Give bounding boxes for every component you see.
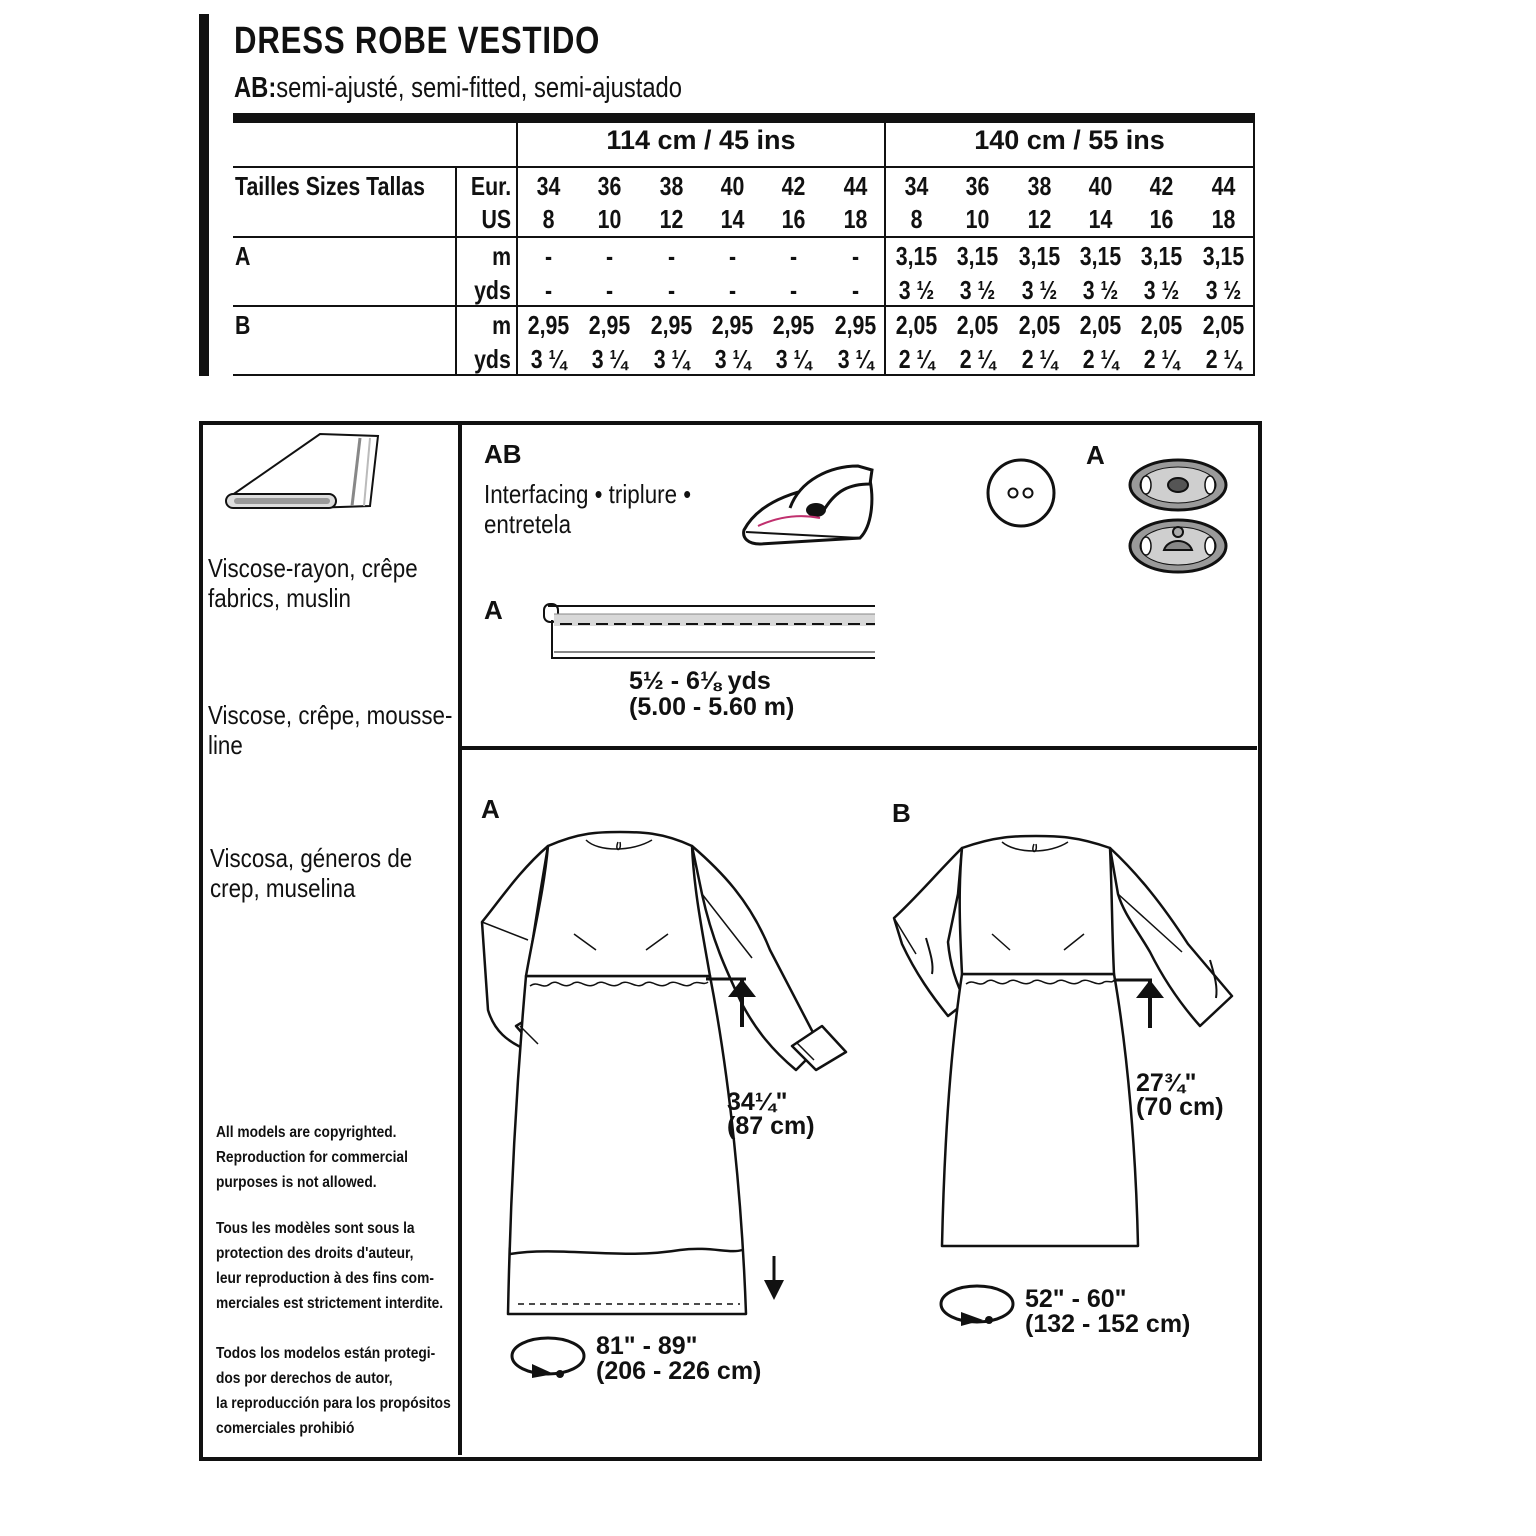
dress-b-length-cm: (70 cm) [1136,1093,1224,1121]
interfacing-label-1: Interfacing • triplure • [484,479,692,509]
dress-a-drawing [480,830,850,1320]
copyright-es-4: comerciales prohibió [216,1420,355,1437]
view-a-title: A [481,794,500,824]
eur-size-cell: 36 [965,171,990,201]
view-a-metres-cell: - [606,241,614,271]
length-arrow-icon [762,1256,786,1302]
view-a-yards-cell: 3 ½ [960,275,996,305]
dress-b-length-in: 27¾" [1136,1069,1197,1097]
eur-size-cell: 34 [904,171,929,201]
view-a-metres-cell: - [728,241,736,271]
view-a-metres-cell: - [851,241,859,271]
table-rule [516,123,518,375]
view-b-metres-cell: 2,05 [957,310,999,340]
eur-size-cell: 36 [597,171,622,201]
copyright-fr-3: leur reproduction à des fins com- [216,1270,434,1287]
yardage-table [233,113,1255,376]
view-a-metres-cell: - [544,241,553,271]
eur-size-cell: 40 [720,171,745,201]
metre-unit: m [492,310,511,340]
eur-size-cell: 34 [536,171,561,201]
fit-description: semi-ajusté, semi-fitted, semi-ajustado [276,72,683,104]
tape-length-yds: 5½ - 6⅛ yds [629,667,771,695]
fabric-french-line1: Viscose, crêpe, mousse- [208,700,453,730]
eur-size-cell: 44 [843,171,867,201]
view-b-metres-cell: 2,05 [1202,310,1244,340]
copyright-fr-2: protection des droits d'auteur, [216,1245,414,1262]
dress-b-hem-in: 52" - 60" [1025,1285,1127,1313]
view-b-metres-cell: 2,95 [834,310,876,340]
eur-size-cell: 44 [1211,171,1235,201]
fit-subtitle [234,72,682,105]
us-size-cell: 8 [910,204,923,234]
view-a-yards-cell: - [544,275,553,305]
eur-size-cell: 38 [1027,171,1051,201]
table-top-rule [233,113,1255,123]
view-a-yards-cell: 3 ½ [1021,275,1057,305]
eur-size-cell: 42 [781,171,806,201]
dress-b-drawing [892,834,1237,1254]
view-b-metres-cell: 2,95 [711,310,754,340]
ribbon-tape-icon [540,600,880,664]
header-bar [199,14,209,376]
hem-circumference-icon [510,1336,590,1382]
view-b-label: B [235,310,251,340]
view-a-yards-cell: - [606,275,614,305]
eur-size-cell: 38 [659,171,683,201]
snap-fastener-icon [1128,458,1232,578]
view-b-yards-cell: 3 ¼ [592,344,628,374]
view-a-metres-cell: 3,15 [895,241,938,271]
tape-view-label: A [484,595,503,625]
view-b-yards-cell: 3 ¼ [530,344,567,374]
dress-a-hem-in: 81" - 89" [596,1332,698,1360]
view-a-metres-cell: 3,15 [1202,241,1244,271]
view-b-yards-cell: 2 ¼ [1082,344,1119,374]
length-arrow-icon [706,975,776,1035]
table-rule [233,236,1255,238]
us-size-cell: 10 [597,204,622,234]
fabric-spanish-line2: crep, muselina [210,873,356,903]
view-a-metres-cell: 3,15 [1140,241,1183,271]
us-size-cell: 14 [1088,204,1113,234]
copyright-es-1: Todos los modelos están protegi- [216,1345,436,1362]
us-size-cell: 16 [1149,204,1174,234]
dress-a-length-in: 34¼" [727,1088,788,1116]
view-a-yards-cell: - [667,275,675,305]
iron-icon [740,460,880,552]
view-a-yards-cell: - [728,275,736,305]
length-arrow-icon [1114,976,1174,1032]
tape-length-m: (5.00 - 5.60 m) [629,693,795,721]
eur-size-cell: 42 [1149,171,1174,201]
view-b-yards-cell: 3 ¼ [837,344,873,374]
view-a-metres-cell: 3,15 [957,241,999,271]
dress-b-hem-cm: (132 - 152 cm) [1025,1310,1191,1338]
yard-unit: yds [474,344,511,374]
view-b-yards-cell: 3 ¼ [653,344,689,374]
view-b-yards-cell: 3 ¼ [775,344,812,374]
fabric-spanish-line1: Viscosa, géneros de [210,843,413,873]
view-a-yards-cell: 3 ½ [1082,275,1119,305]
us-size-cell: 18 [1211,204,1235,234]
us-size-cell: 10 [965,204,990,234]
view-b-metres-cell: 2,05 [1079,310,1122,340]
fabric-english-line1: Viscose-rayon, crêpe [208,553,418,583]
view-b-metres-cell: 2,05 [1140,310,1183,340]
table-rule [455,166,457,375]
hem-circumference-icon [939,1284,1019,1330]
views-label: AB: [234,72,277,104]
view-a-yards-cell: - [790,275,798,305]
view-b-yards-cell: 2 ¼ [898,344,935,374]
us-size-cell: 14 [720,204,745,234]
notions-ab-label: AB [484,439,522,469]
view-a-metres-cell: 3,15 [1079,241,1122,271]
view-b-yards-cell: 2 ¼ [1143,344,1180,374]
page-title: DRESS ROBE VESTIDO [234,20,601,62]
yard-unit: yds [474,275,511,305]
button-icon [985,457,1057,529]
us-size-cell: 8 [542,204,555,234]
copyright-en-3: purposes is not allowed. [216,1174,377,1191]
table-rule [1253,123,1255,375]
view-b-yards-cell: 2 ¼ [960,344,996,374]
table-rule [233,166,1255,168]
eur-size-cell: 40 [1088,171,1113,201]
fabric-french-line2: line [208,730,243,760]
view-b-metres-cell: 2,95 [772,310,815,340]
us-size-cell: 12 [1027,204,1051,234]
fabric-width-140: 140 cm / 55 ins [974,125,1165,155]
copyright-fr-1: Tous les modèles sont sous la [216,1220,415,1237]
us-size-cell: 12 [659,204,683,234]
view-b-metres-cell: 2,95 [650,310,692,340]
view-b-yards-cell: 2 ¼ [1021,344,1057,374]
table-rule [884,123,886,375]
dress-a-length-cm: (87 cm) [727,1112,815,1140]
view-b-metres-cell: 2,95 [589,310,631,340]
view-a-metres-cell: - [667,241,675,271]
copyright-en-2: Reproduction for commercial [216,1149,408,1166]
copyright-en-1: All models are copyrighted. [216,1124,397,1141]
view-b-metres-cell: 2,05 [895,310,938,340]
view-b-title: B [892,798,911,828]
us-size-cell: 18 [843,204,867,234]
panel-divider [460,746,1257,750]
view-a-yards-cell: 3 ½ [898,275,935,305]
sizes-label: Tailles Sizes Tallas [235,171,426,201]
us-label: US [481,204,511,234]
us-size-cell: 16 [781,204,806,234]
view-a-metres-cell: 3,15 [1018,241,1060,271]
copyright-fr-4: merciales est strictement interdite. [216,1295,444,1312]
view-b-metres-cell: 2,95 [527,310,570,340]
view-a-yards-cell: 3 ½ [1143,275,1180,305]
fabric-english-line2: fabrics, muslin [208,583,351,613]
view-a-yards-cell: 3 ½ [1205,275,1241,305]
fabric-width-114: 114 cm / 45 ins [606,125,796,155]
view-a-label: A [235,241,251,271]
copyright-es-3: la reproducción para los propósitos [216,1395,451,1412]
view-b-metres-cell: 2,05 [1018,310,1060,340]
panel-divider [458,423,462,1455]
button-view-label: A [1086,440,1105,470]
view-a-metres-cell: - [790,241,798,271]
interfacing-label-2: entretela [484,509,572,539]
view-a-yards-cell: - [851,275,859,305]
view-b-yards-cell: 3 ¼ [714,344,751,374]
view-b-yards-cell: 2 ¼ [1205,344,1241,374]
metre-unit: m [492,241,511,271]
fabric-bolt-icon [220,428,385,513]
dress-a-hem-cm: (206 - 226 cm) [596,1357,762,1385]
eur-label: Eur. [470,171,511,201]
copyright-es-2: dos por derechos de autor, [216,1370,393,1387]
